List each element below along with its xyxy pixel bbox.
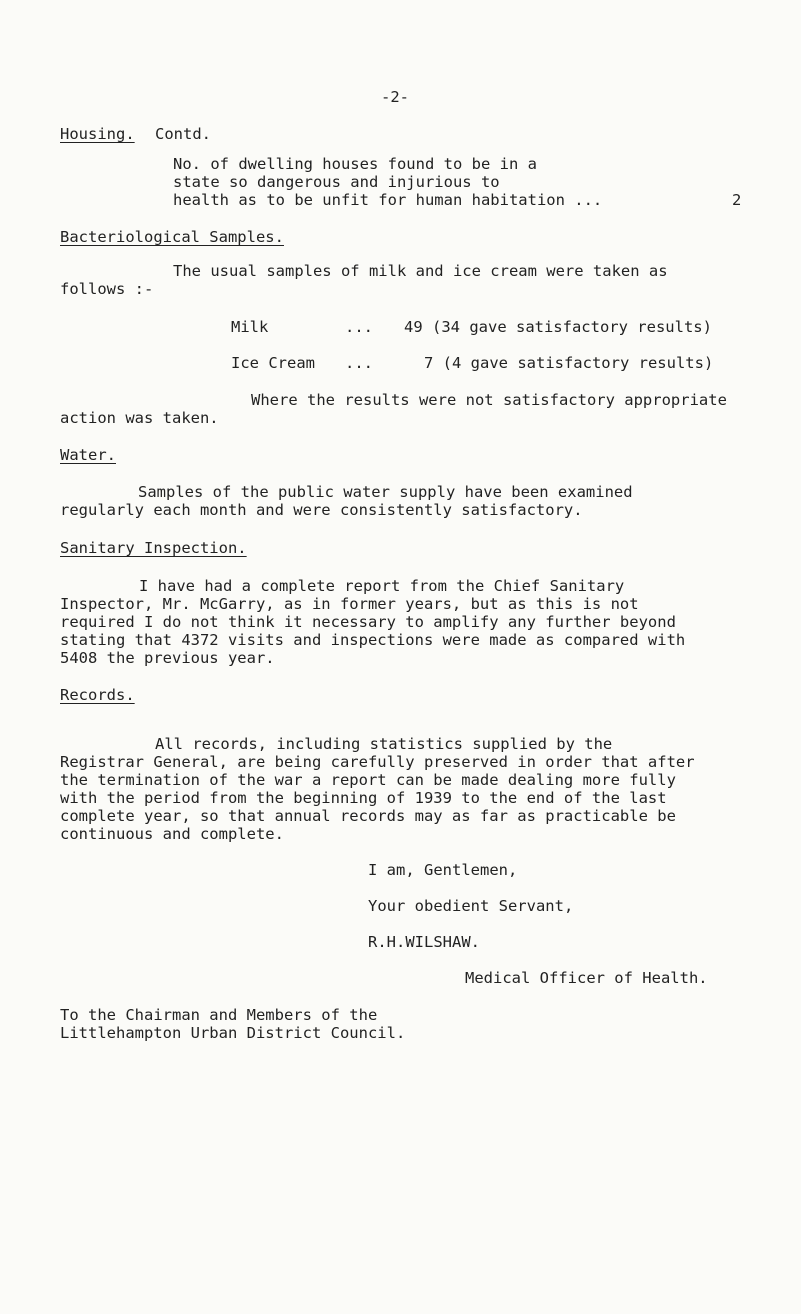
sanitary-line-4: stating that 4372 visits and inspections were made as compared with (60, 631, 686, 649)
addressee-line-1: To the Chairman and Members of the (60, 1006, 378, 1024)
sanitary-line-2: Inspector, Mr. McGarry, as in former years, but as this is not (60, 595, 639, 613)
housing-line-2: state so dangerous and injurious to (173, 173, 500, 191)
sample-row-label: Ice Cream (231, 354, 315, 372)
closing-sign-off: Your obedient Servant, (368, 897, 574, 915)
sample-row-dots: ... (345, 354, 373, 372)
water-line-2: regularly each month and were consistently satisfactory. (60, 501, 583, 519)
signatory-name: R.H.WILSHAW. (368, 933, 480, 951)
sanitary-line-1: I have had a complete report from the Chief Sanitary (139, 577, 625, 595)
records-line-1: All records, including statistics supplied by the (155, 735, 613, 753)
sample-row-value: 7 (4 gave satisfactory results) (424, 354, 714, 372)
housing-count: 2 (732, 191, 742, 209)
bacteriological-intro-1: The usual samples of milk and ice cream were taken as (173, 262, 668, 280)
sample-row-dots: ... (345, 318, 373, 336)
housing-line-3: health as to be unfit for human habitation ... (173, 191, 603, 209)
signatory-title: Medical Officer of Health. (465, 969, 708, 987)
addressee-line-2: Littlehampton Urban District Council. (60, 1024, 406, 1042)
bacteriological-intro-2: follows :- (60, 280, 154, 298)
sanitary-line-3: required I do not think it necessary to amplify any further beyond (60, 613, 676, 631)
water-line-1: Samples of the public water supply have been examined (138, 483, 633, 501)
records-line-5: complete year, so that annual records may as far as practicable be (60, 807, 676, 825)
records-line-3: the termination of the war a report can be made dealing more fully (60, 771, 676, 789)
water-heading: Water. (60, 446, 116, 464)
housing-heading: Housing. (60, 125, 135, 143)
records-line-4: with the period from the beginning of 1939 to the end of the last (60, 789, 667, 807)
records-heading: Records. (60, 686, 135, 704)
records-line-6: continuous and complete. (60, 825, 284, 843)
housing-contd: Contd. (155, 125, 211, 143)
bacteriological-note-2: action was taken. (60, 409, 219, 427)
bacteriological-heading: Bacteriological Samples. (60, 228, 284, 246)
closing-salutation: I am, Gentlemen, (368, 861, 518, 879)
sanitary-heading: Sanitary Inspection. (60, 539, 247, 557)
bacteriological-note-1: Where the results were not satisfactory appropriate (251, 391, 727, 409)
sample-row-value: 49 (34 gave satisfactory results) (404, 318, 712, 336)
sample-row-label: Milk (231, 318, 269, 336)
sanitary-line-5: 5408 the previous year. (60, 649, 275, 667)
page-number: -2- (381, 88, 409, 106)
housing-line-1: No. of dwelling houses found to be in a (173, 155, 537, 173)
records-line-2: Registrar General, are being carefully preserved in order that after (60, 753, 695, 771)
